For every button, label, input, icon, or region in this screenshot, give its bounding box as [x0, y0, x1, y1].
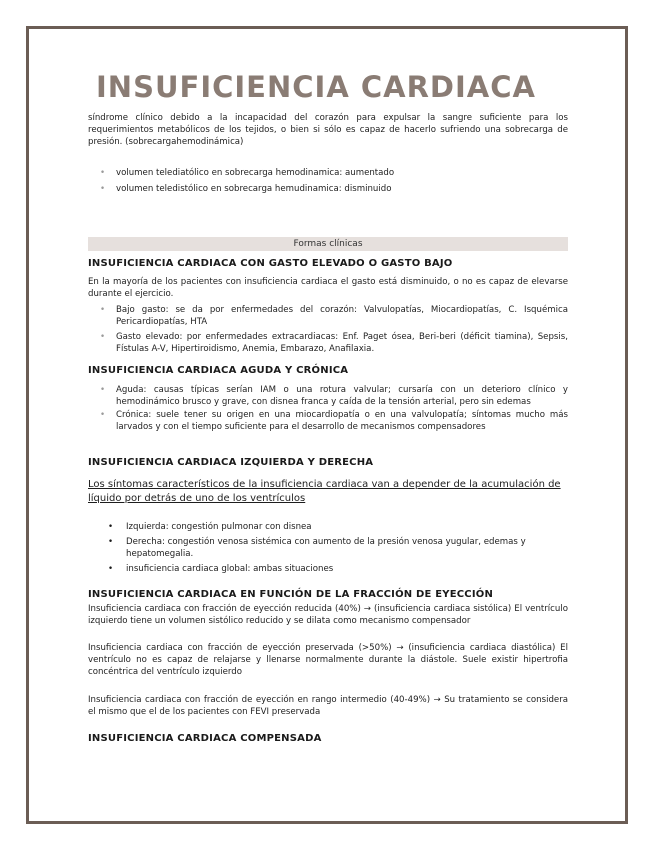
section-band: Formas clínicas: [88, 237, 568, 251]
bullet-icon: •: [100, 332, 106, 342]
list-item: • Bajo gasto: se da por enfermedades del corazón: Valvulopatías, Miocardiopatías, C. Isquémica Pericardiopatías, HTA: [100, 305, 568, 327]
intro-paragraph: síndrome clínico debido a la incapacidad del corazón para expulsar la sangre suficiente para los requerimientos metabólicos de los tejidos, o bien si sólo es capaz de hacerlo sufriendo una sobrecarga de presión. (sobrecargahemodinámica): [88, 113, 568, 147]
list-item: • insuficiencia cardiaca global: ambas situaciones: [108, 564, 334, 574]
bullet-icon: •: [100, 305, 106, 315]
bullet-icon: •: [100, 385, 106, 395]
section-heading-compensada: INSUFICIENCIA CARDIACA COMPENSADA: [88, 733, 322, 744]
list-item: • volumen telediatólico en sobrecarga hemodinamica: aumentado: [100, 168, 395, 178]
page-title: INSUFICIENCIA CARDIACA: [96, 70, 536, 104]
aguda-list: [88, 384, 568, 433]
bullet-icon: •: [108, 537, 114, 547]
fraccion-intermedia: Insuficiencia cardiaca con fracción de eyección en rango intermedio (40-49%) → Su tratamiento se considera el mismo que el de los pacientes con FEVI preservada: [88, 695, 568, 717]
bullet-icon: •: [108, 522, 114, 532]
fraccion-reducida: Insuficiencia cardiaca con fracción de eyección reducida (40%) → (insuficiencia cardiaca sistólica) El ventrículo izquierdo tiene un volumen sistólico reducido y se dilata como mecanismo compensador: [88, 604, 568, 626]
bullet-icon: •: [100, 410, 106, 420]
izquierda-statement: Los síntomas característicos de la insuficiencia cardiaca van a depender de la acumulación de líquido por detrás de uno de los ventrículos: [88, 479, 561, 504]
bullet-icon: •: [100, 168, 106, 178]
intro-list: [88, 167, 568, 195]
izquierda-list: [88, 521, 568, 575]
list-item: • Crónica: suele tener su origen en una miocardiopatía o en una valvulopatía; síntomas mucho más larvados y con el tiempo suficiente para el desarrollo de mecanismos compensadores: [100, 410, 568, 432]
fraccion-preservada: Insuficiencia cardiaca con fracción de eyección preservada (>50%) → (insuficiencia cardiaca diastólica) El ventrículo no es capaz de relajarse y llenarse normalmente durante la diástole. Suele existir hipertrofia concéntrica del ventrículo izquierdo: [88, 643, 568, 677]
list-item: • volumen teledistólico en sobrecarga hemudinamica: disminuido: [100, 184, 392, 194]
section-heading-aguda: INSUFICIENCIA CARDIACA AGUDA Y CRÓNICA: [88, 365, 349, 376]
bullet-icon: •: [108, 564, 114, 574]
list-item: • Gasto elevado: por enfermedades extracardiacas: Enf. Paget ósea, Beri-beri (déficit tiamina), Sepsis, Fístulas A-V, Hipertiroidismo, Anemia, Embarazo, Anafilaxia.: [100, 332, 568, 354]
section-heading-izquierda: INSUFICIENCIA CARDIACA IZQUIERDA Y DERECHA: [88, 457, 374, 468]
section-heading-fraccion: INSUFICIENCIA CARDIACA EN FUNCIÓN DE LA FRACCIÓN DE EYECCIÓN: [88, 589, 494, 600]
bullet-icon: •: [100, 184, 106, 194]
section-heading-gasto: INSUFICIENCIA CARDIACA CON GASTO ELEVADO O GASTO BAJO: [88, 258, 453, 269]
gasto-list: [88, 304, 568, 355]
list-item: • Aguda: causas típicas serían IAM o una rotura valvular; cursaría con un deterioro clínico y hemodinámico brusco y grave, con disnea franca y caída de la tensión arterial, pero sin edemas: [100, 385, 568, 407]
list-item: • Derecha: congestión venosa sistémica con aumento de la presión venosa yugular, edemas y hepatomegalia.: [108, 537, 526, 559]
list-item: • Izquierda: congestión pulmonar con disnea: [108, 522, 312, 532]
gasto-paragraph: En la mayoría de los pacientes con insuficiencia cardiaca el gasto está disminuido, o no es capaz de elevarse durante el ejercicio.: [88, 277, 568, 299]
